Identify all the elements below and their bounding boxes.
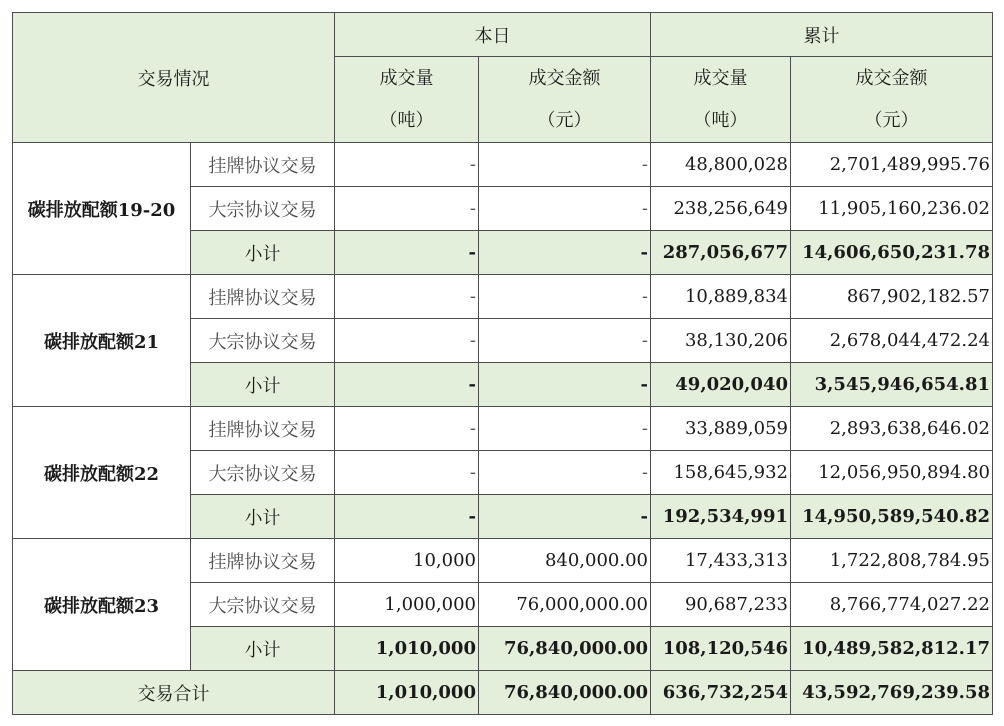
subtotal-label: 小计 (191, 495, 335, 539)
cum-amount: 14,606,650,231.78 (791, 231, 993, 275)
cum-volume: 287,056,677 (651, 231, 791, 275)
cum-volume: 49,020,040 (651, 363, 791, 407)
today-volume: 1,000,000 (335, 583, 479, 627)
cum-volume: 108,120,546 (651, 627, 791, 671)
cum-amount: 2,893,638,646.02 (791, 407, 993, 451)
today-volume: 10,000 (335, 539, 479, 583)
table-row (13, 407, 993, 451)
today-volume: - (335, 275, 479, 319)
header-cum-amount (791, 57, 993, 143)
total-row (13, 671, 993, 715)
group-name: 碳排放配额19-20 (13, 143, 191, 275)
total-cum-amount: 43,592,769,239.58 (791, 671, 993, 715)
cum-volume: 48,800,028 (651, 143, 791, 187)
cum-volume: 33,889,059 (651, 407, 791, 451)
header-today: 本日 (335, 13, 651, 57)
header-label: 成交金额 (528, 67, 601, 89)
today-amount: - (479, 231, 651, 275)
header-corner: 交易情况 (13, 13, 335, 143)
header-unit: （吨） (379, 109, 434, 131)
today-volume: - (335, 231, 479, 275)
cum-volume: 17,433,313 (651, 539, 791, 583)
today-amount: 76,000,000.00 (479, 583, 651, 627)
cum-volume: 10,889,834 (651, 275, 791, 319)
cum-amount: 2,701,489,995.76 (791, 143, 993, 187)
today-amount: - (479, 495, 651, 539)
today-volume: - (335, 363, 479, 407)
cum-volume: 192,534,991 (651, 495, 791, 539)
table-row (13, 275, 993, 319)
cum-amount: 12,056,950,894.80 (791, 451, 993, 495)
group-name: 碳排放配额22 (13, 407, 191, 539)
cum-amount: 867,902,182.57 (791, 275, 993, 319)
header-label: 成交量 (379, 67, 434, 89)
header-unit: （元） (537, 109, 592, 131)
today-amount: - (479, 187, 651, 231)
trade-type: 大宗协议交易 (191, 319, 335, 363)
trade-type: 挂牌协议交易 (191, 539, 335, 583)
cum-volume: 238,256,649 (651, 187, 791, 231)
trade-type: 挂牌协议交易 (191, 275, 335, 319)
subtotal-label: 小计 (191, 363, 335, 407)
cum-amount: 1,722,808,784.95 (791, 539, 993, 583)
today-amount: - (479, 275, 651, 319)
header-unit: （吨） (693, 109, 748, 131)
today-amount: - (479, 451, 651, 495)
today-volume: - (335, 451, 479, 495)
trade-type: 挂牌协议交易 (191, 143, 335, 187)
cum-amount: 8,766,774,027.22 (791, 583, 993, 627)
total-today-amount: 76,840,000.00 (479, 671, 651, 715)
total-label: 交易合计 (13, 671, 335, 715)
today-amount: - (479, 407, 651, 451)
header-unit: （元） (864, 109, 919, 131)
today-amount: 840,000.00 (479, 539, 651, 583)
today-amount: - (479, 143, 651, 187)
today-amount: - (479, 363, 651, 407)
today-amount: - (479, 319, 651, 363)
trade-type: 大宗协议交易 (191, 451, 335, 495)
group-name: 碳排放配额21 (13, 275, 191, 407)
header-today-amount (479, 57, 651, 143)
today-volume: - (335, 187, 479, 231)
total-today-volume: 1,010,000 (335, 671, 479, 715)
trade-type: 大宗协议交易 (191, 187, 335, 231)
today-volume: - (335, 319, 479, 363)
cum-amount: 14,950,589,540.82 (791, 495, 993, 539)
subtotal-label: 小计 (191, 627, 335, 671)
today-amount: 76,840,000.00 (479, 627, 651, 671)
cum-volume: 90,687,233 (651, 583, 791, 627)
header-cumulative: 累计 (651, 13, 993, 57)
today-volume: - (335, 495, 479, 539)
cum-volume: 38,130,206 (651, 319, 791, 363)
trade-type: 大宗协议交易 (191, 583, 335, 627)
cum-amount: 3,545,946,654.81 (791, 363, 993, 407)
group-name: 碳排放配额23 (13, 539, 191, 671)
header-row-1 (13, 13, 993, 57)
cum-amount: 11,905,160,236.02 (791, 187, 993, 231)
header-cum-volume (651, 57, 791, 143)
today-volume: 1,010,000 (335, 627, 479, 671)
trade-type: 挂牌协议交易 (191, 407, 335, 451)
header-today-volume (335, 57, 479, 143)
trade-summary-table (12, 12, 993, 715)
today-volume: - (335, 407, 479, 451)
table-row (13, 539, 993, 583)
today-volume: - (335, 143, 479, 187)
table-row (13, 143, 993, 187)
header-label: 成交量 (693, 67, 748, 89)
total-cum-volume: 636,732,254 (651, 671, 791, 715)
subtotal-label: 小计 (191, 231, 335, 275)
cum-amount: 2,678,044,472.24 (791, 319, 993, 363)
header-label: 成交金额 (855, 67, 928, 89)
cum-amount: 10,489,582,812.17 (791, 627, 993, 671)
cum-volume: 158,645,932 (651, 451, 791, 495)
